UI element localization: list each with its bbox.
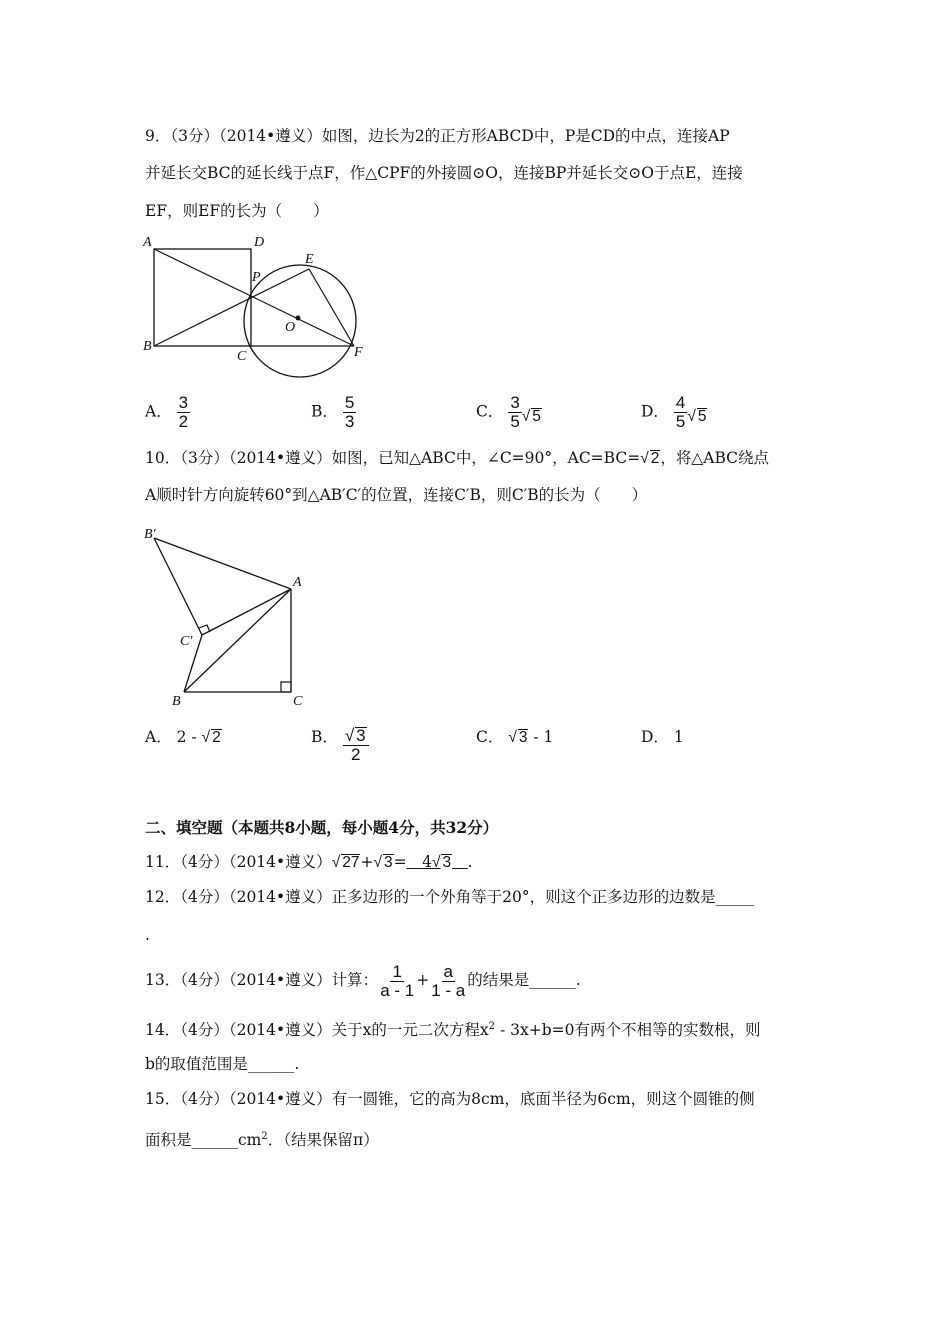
q10-label-c: C [293, 694, 303, 709]
q10-text-line1: 10．（3分）（2014•遵义）如图，已知△ABC中，∠C=90°，AC=BC=√ 2，将△ABC绕点 [145, 449, 769, 467]
q9-text-line3: EF，则EF的长为（ ） [145, 202, 329, 220]
q9-option-b[interactable]: B． $\frac{5}{3}$ [311, 393, 355, 431]
q15-text-line2: 面积是$\_\_\_\_\_\_cm^2$．（结果保留π） [145, 1131, 379, 1150]
q12-text-line1: 12．（4分）（2014•遵义）正多边形的一个外角等于20°，则这个正多边形的边数是_____ [145, 888, 755, 906]
q14-text-line1: 14．（4分）（2014•遵义）关于x的一元二次方程$x^2 - 3x+b=0$有两个不相等的实数根，则 [145, 1021, 761, 1040]
q9-text-line2: 并延长交BC的延长线于点F，作△CPF的外接圆⊙O，连接BP并延长交⊙O于点E，连接 [145, 164, 743, 182]
q9-label-o: O [285, 320, 296, 335]
q9-option-c[interactable]: C． $\frac{3}{5}$ √ 5 [476, 393, 541, 431]
q9-option-a[interactable]: A． $\frac{3}{2}$ [145, 393, 189, 431]
q11-answer: 4√ 3 [422, 853, 452, 871]
q10-option-c[interactable]: C． √ 3 - 1 [476, 728, 554, 746]
q10-option-a[interactable]: A． 2 - √ 2 [145, 728, 221, 746]
q10-option-d[interactable]: D． 1 [641, 728, 684, 746]
q9-label-a: A [143, 235, 152, 250]
q9-option-d[interactable]: D． $\frac{4}{5}$ √ 5 [641, 393, 707, 431]
q9-label-p: P [252, 270, 261, 285]
q10-figure [140, 520, 320, 715]
q13-text: 13．（4分）（2014•遵义）计算： $\frac{1}{a - 1}$ + $\frac{a}{1 - a}$ 的结果是______. [145, 961, 581, 1000]
q10-label-cprime: C′ [180, 634, 193, 649]
q9-label-b: B [143, 339, 152, 354]
q12-text-line2: . [145, 926, 150, 944]
q9-text-line1: 9．（3分）（2014•遵义）如图，边长为2的正方形ABCD中，P是CD的中点，连接AP [145, 127, 730, 145]
q15-text-line1: 15．（4分）（2014•遵义）有一圆锥，它的高为8cm，底面半径为6cm，则这个圆锥的侧 [145, 1090, 755, 1108]
q10-option-b[interactable]: B． $\frac{√ 3}{2}$ [311, 727, 369, 764]
q9-label-e: E [305, 252, 314, 267]
q10-label-bprime: B′ [144, 527, 156, 542]
q9-label-c: C [237, 349, 247, 364]
q10-label-a: A [293, 575, 302, 590]
q11-text: 11．（4分）（2014•遵义）√ 27+√ 3= 4√ 3 . [145, 853, 473, 871]
section2-heading: 二、填空题（本题共8小题，每小题4分，共32分） [145, 818, 499, 837]
q10-text-line2: A顺时针方向旋转60°到△AB′C′的位置，连接C′B，则C′B的长为（ ） [145, 486, 648, 504]
q9-figure [140, 232, 380, 382]
q9-label-d: D [254, 235, 265, 250]
q14-text-line2: b的取值范围是______. [145, 1055, 300, 1073]
q10-label-b: B [172, 694, 181, 709]
q9-label-f: F [354, 345, 363, 360]
